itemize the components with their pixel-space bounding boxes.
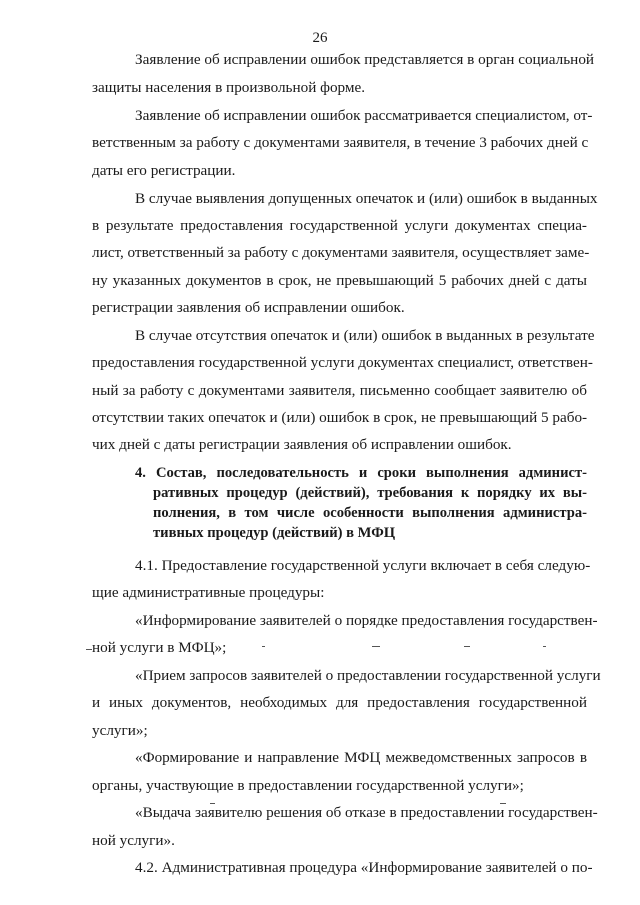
text-line: лист, ответственный за работу с документами заявителя, осуществляет заме- xyxy=(92,244,590,261)
page-number: 26 xyxy=(312,30,328,46)
text-line: ной услуги». xyxy=(92,832,175,849)
text-line: отсутствии таких опечаток и (или) ошибок в срок, не превышающий 5 рабо- xyxy=(92,409,588,426)
scan-speck xyxy=(464,646,470,647)
text-line: ну указанных документов в срок, не превышающий 5 рабочих дней с даты xyxy=(92,272,587,289)
text-line: ный за работу с документами заявителя, письменно сообщает заявителю об xyxy=(92,382,587,399)
text-line: даты его регистрации. xyxy=(92,162,236,179)
text-line: «Формирование и направление МФЦ межведомственных запросов в xyxy=(135,749,587,766)
text-line: 4.2. Административная процедура «Информирование заявителей о по- xyxy=(135,859,593,876)
text-line: «Информирование заявителей о порядке предоставления государствен- xyxy=(135,612,598,629)
scan-speck xyxy=(543,646,546,647)
scan-speck xyxy=(210,803,215,804)
text-line: защиты населения в произвольной форме. xyxy=(92,79,366,96)
section-heading-line: ративных процедур (действий), требования к порядку их вы- xyxy=(153,485,587,501)
section-heading-line: полнения, в том числе особенности выполнения администра- xyxy=(153,505,587,521)
section-heading-line: 4. Состав, последовательность и сроки выполнения админист- xyxy=(135,465,587,481)
text-line: «Выдача заявителю решения об отказе в предоставлении государствен- xyxy=(135,804,598,821)
scan-speck xyxy=(372,646,380,647)
text-line: 4.1. Предоставление государственной услуги включает в себя следую- xyxy=(135,557,591,574)
text-line: Заявление об исправлении ошибок представляется в орган социальной xyxy=(135,51,595,68)
scan-speck xyxy=(262,646,265,647)
scan-speck xyxy=(86,649,92,650)
text-line: регистрации заявления об исправлении ошибок. xyxy=(92,299,405,316)
text-line: чих дней с даты регистрации заявления об исправлении ошибок. xyxy=(92,436,512,453)
text-line: ветственным за работу с документами заявителя, в течение 3 рабочих дней с xyxy=(92,134,589,151)
text-line: предоставления государственной услуги документах специалист, ответствен- xyxy=(92,354,593,371)
text-line: услуги»; xyxy=(92,722,148,739)
text-line: Заявление об исправлении ошибок рассматривается специалистом, от- xyxy=(135,107,593,124)
scan-speck xyxy=(500,803,506,804)
text-line: и иных документов, необходимых для предоставления государственной xyxy=(92,694,587,711)
text-line: В случае выявления допущенных опечаток и (или) ошибок в выданных xyxy=(135,190,598,207)
text-line: органы, участвующие в предоставлении государственной услуги»; xyxy=(92,777,524,794)
text-line: в результате предоставления государственной услуги документах специа- xyxy=(92,217,587,234)
text-line: В случае отсутствия опечаток и (или) ошибок в выданных в результате xyxy=(135,327,595,344)
text-line: «Прием запросов заявителей о предоставлении государственной услуги xyxy=(135,667,601,684)
text-line: ной услуги в МФЦ»; xyxy=(92,639,227,656)
text-line: щие административные процедуры: xyxy=(92,584,325,601)
section-heading-line: тивных процедур (действий) в МФЦ xyxy=(153,525,396,541)
